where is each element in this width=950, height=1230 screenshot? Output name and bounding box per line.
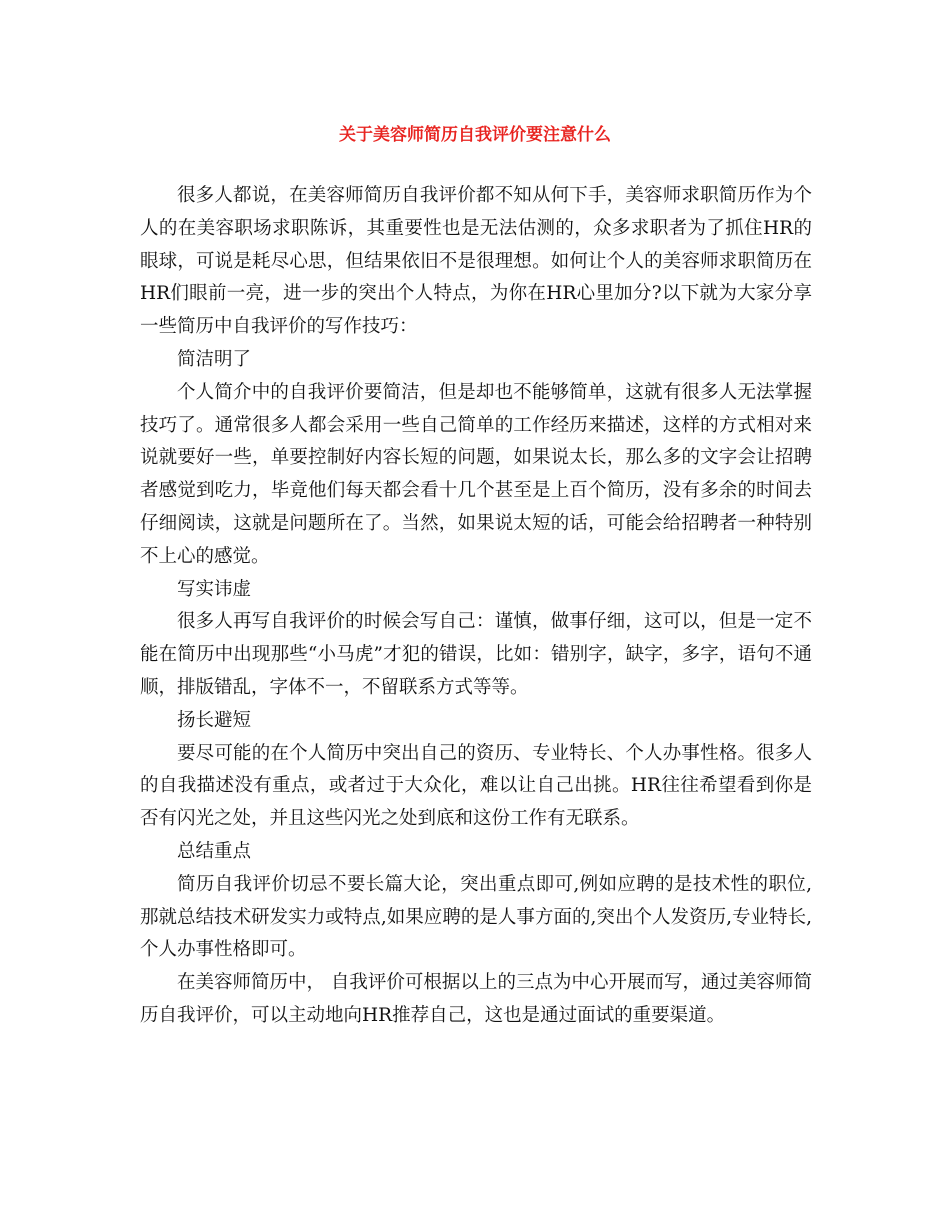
section-heading-summary: 总结重点 — [177, 840, 252, 862]
realistic-paragraph: 很多人再写自我评价的时候会写自己：谨慎，做事仔细，这可以，但是一定不能在简历中出现那些“小马虎”才犯的错误，比如：错别字，缺字，多字，语句不通顺，排版错乱，字体不一，不留联系方式等等。 — [140, 611, 812, 698]
intro-paragraph: 很多人都说，在美容师简历自我评价都不知从何下手，美容师求职简历作为个人的在美容职场求职陈诉，其重要性也是无法估测的，众多求职者为了抓住HR的眼球，可说是耗尽心思，但结果依旧不是很理想。如何让个人的美容师求职简历在HR们眼前一亮，进一步的突出个人特点，为你在HR心里加分?以下就为大家分享一些简历中自我评价的写作技巧： — [140, 185, 812, 338]
section-heading-realistic: 写实讳虚 — [177, 578, 252, 600]
section-heading-concise: 简洁明了 — [177, 348, 252, 370]
summary-paragraph: 简历自我评价切忌不要长篇大论，突出重点即可,例如应聘的是技术性的职位,那就总结技术研发实力或特点,如果应聘的是人事方面的,突出个人发资历,专业特长,个人办事性格即可。 — [140, 873, 812, 961]
concise-paragraph: 个人简介中的自我评价要简洁，但是却也不能够简单，这就有很多人无法掌握技巧了。通常很多人都会采用一些自己简单的工作经历来描述，这样的方式相对来说就要好一些，单要控制好内容长短的问题，如果说太长，那么多的文字会让招聘者感觉到吃力，毕竟他们每天都会看十几个甚至是上百个简历，没有多余的时间去仔细阅读，这就是问题所在了。当然，如果说太短的话，可能会给招聘者一种特别不上心的感觉。 — [140, 381, 812, 567]
conclusion-paragraph: 在美容师简历中， 自我评价可根据以上的三点为中心开展而写，通过美容师简历自我评价，可以主动地向HR推荐自己，这也是通过面试的重要渠道。 — [140, 972, 812, 1026]
section-heading-strengths: 扬长避短 — [177, 709, 252, 731]
strengths-paragraph: 要尽可能的在个人简历中突出自己的资历、专业特长、个人办事性格。很多人的自我描述没有重点，或者过于大众化，难以让自己出挑。HR往往希望看到你是否有闪光之处，并且这些闪光之处到底和这份工作有无联系。 — [140, 742, 812, 830]
document-title: 关于美容师简历自我评价要注意什么 — [339, 125, 611, 145]
document-body — [140, 180, 812, 1033]
